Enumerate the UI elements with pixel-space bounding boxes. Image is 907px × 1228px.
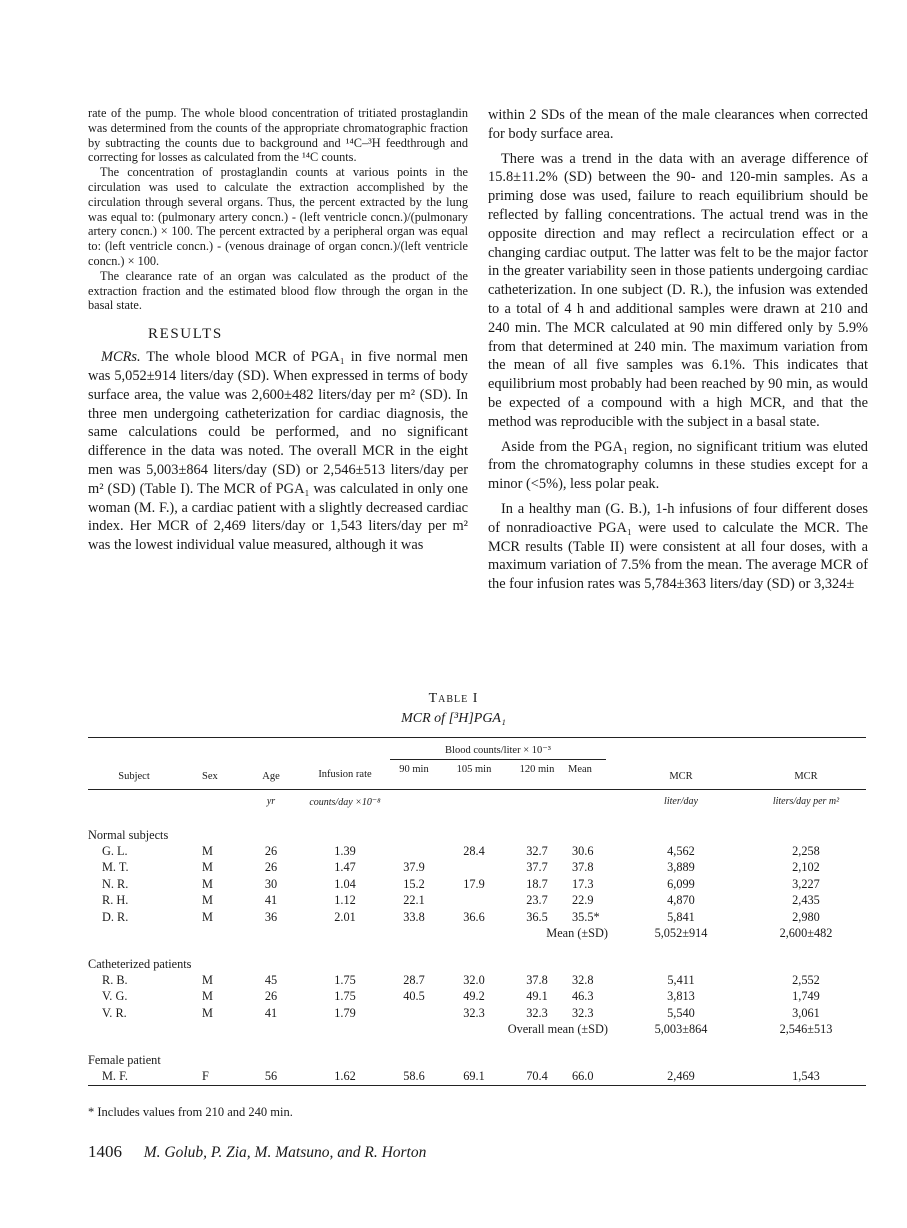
cell-mean: 66.0 (572, 1068, 594, 1083)
header-105-min: 105 min (456, 764, 492, 775)
results-paragraph (88, 348, 468, 555)
header-blood-counts-label: Blood counts/liter × 10⁻³ (390, 744, 606, 760)
table-row (88, 1068, 866, 1085)
cell-90-min (386, 843, 442, 860)
body-paragraph: There was a trend in the data with an average difference of 15.8±11.2% (SD) between the 90- and 120-min samples. As a priming dose was used, failure to reach equilibrium should be reflected by falling concentrations. The actual trend was in the opposite direction and may reflect a recirculation effect or a changing cardiac output. The latter was felt to be the major factor in the greater variability seen in those patients undergoing cardiac catheterization. In one subject (D. R.), the infusion was extended to a total of 4 h and additional samples were drawn at 210 and 240 min. The MCR calculated at 90 min differed only by 5.9% from that determined at 240 min. The maximum variation from the mean of all five samples was 6.1%. This indicates that equilibrium most probably had been reached by 90 min, as would be expected of a compound with a high MCR, and that the method was reproducible with the subject in a basal state. (488, 150, 868, 430)
cell-120-min: 36.5 (526, 909, 548, 924)
cell-sex: M (202, 909, 213, 924)
cell-age: 36 (264, 909, 278, 924)
table-group-row (88, 822, 866, 843)
cell-mcr-m2: 1,749 (792, 989, 820, 1004)
header-blood-counts (386, 738, 616, 765)
cell-rate: 1.39 (334, 843, 356, 858)
cell-mcr-day: 3,813 (667, 989, 695, 1004)
table-title: MCR of [³H]PGA₁ (401, 711, 506, 726)
table-row (88, 843, 866, 860)
table-footnote: * Includes values from 210 and 240 min. (88, 1105, 293, 1119)
cell-rate: 1.04 (334, 876, 356, 891)
right-column (488, 106, 868, 594)
cell-subject: N. R. (102, 876, 129, 891)
cell-rate: 1.12 (334, 893, 356, 908)
cell-sex: M (202, 1005, 213, 1020)
cell-mcr-day: 5,841 (667, 909, 695, 924)
cell-120-min: 37.7 (526, 860, 548, 875)
unit-mcr-m2: liters/day per m² (772, 796, 840, 807)
cell-sex: F (202, 1068, 209, 1083)
cell-105-min: 28.4 (463, 843, 485, 858)
methods-paragraph: rate of the pump. The whole blood concentration of tritiated prostaglandin was determined from the counts of the appropriate chromatographic fraction by subtracting the counts due to background and ¹⁴C–³H feedthrough and correcting for losses as calculated from the ¹⁴C counts. (88, 106, 468, 165)
header-sex: Sex (202, 771, 218, 782)
cell-age: 41 (264, 1005, 278, 1020)
cell-mcr-m2: 3,227 (792, 876, 820, 891)
cell-mcr-m2: 2,980 (792, 909, 820, 924)
cell-105-min (442, 893, 506, 910)
cell-90-min: 58.6 (403, 1068, 425, 1083)
table-group-label: Female patient (88, 1053, 161, 1067)
cell-120-min: 23.7 (526, 893, 548, 908)
cell-120-min: 49.1 (526, 989, 548, 1004)
left-column (88, 106, 468, 555)
cell-age: 26 (264, 860, 278, 875)
cell-mean: 37.8 (572, 860, 594, 875)
cell-rate: 1.75 (334, 989, 356, 1004)
mcr-subheading: MCRs. (101, 349, 141, 366)
cell-mean: 17.3 (572, 876, 594, 891)
cell-120-min: 32.7 (526, 843, 548, 858)
cell-subject: R. B. (102, 972, 128, 987)
cell-subject: V. G. (102, 989, 128, 1004)
table-row (88, 876, 866, 893)
cell-sex: M (202, 843, 213, 858)
table-group-row (88, 1038, 866, 1068)
cell-90-min (386, 1005, 442, 1022)
cell-105-min: 17.9 (463, 876, 485, 891)
cell-rate: 1.47 (334, 860, 356, 875)
table-row (88, 893, 866, 910)
cell-105-min (442, 860, 506, 877)
table-summary-row (88, 926, 866, 943)
cell-age: 41 (264, 893, 278, 908)
cell-120-min: 18.7 (526, 876, 548, 891)
cell-mcr-m2: 3,061 (792, 1005, 820, 1020)
summary-mcr-day: 5,003±864 (654, 1022, 708, 1037)
cell-age: 26 (264, 843, 278, 858)
table-row (88, 972, 866, 989)
cell-120-min: 37.8 (526, 972, 548, 987)
cell-rate: 1.79 (334, 1005, 356, 1020)
cell-mcr-m2: 2,435 (792, 893, 820, 908)
cell-rate: 2.01 (334, 909, 356, 924)
cell-90-min: 22.1 (403, 893, 425, 908)
table-row (88, 860, 866, 877)
table-row (88, 989, 866, 1006)
cell-rate: 1.75 (334, 972, 356, 987)
page-number: 1406 (88, 1142, 122, 1161)
cell-mean: 22.9 (572, 893, 594, 908)
header-subject: Subject (118, 771, 150, 782)
cell-mcr-day: 2,469 (667, 1068, 695, 1083)
cell-mcr-day: 4,870 (667, 893, 695, 908)
table-group-label: Catheterized patients (88, 957, 192, 971)
cell-mean: 32.3 (572, 1005, 594, 1020)
cell-mean: 30.6 (572, 843, 594, 858)
cell-sex: M (202, 989, 213, 1004)
cell-mean: 35.5* (572, 909, 600, 924)
cell-rate: 1.62 (334, 1068, 356, 1083)
unit-mcr-day: liter/day (664, 796, 698, 807)
cell-age: 26 (264, 989, 278, 1004)
header-90-min: 90 min (399, 764, 429, 775)
cell-90-min: 37.9 (403, 860, 425, 875)
cell-mcr-day: 6,099 (667, 876, 695, 891)
cell-age: 56 (264, 1068, 278, 1083)
header-mean: Mean (568, 764, 592, 775)
cell-90-min: 33.8 (403, 909, 425, 924)
body-paragraph: Aside from the PGA₁ region, no significant tritium was eluted from the chromatography columns in these studies except for a minor (<5%), less polar peak. (488, 438, 868, 493)
cell-105-min: 36.6 (463, 909, 485, 924)
cell-mcr-m2: 2,552 (792, 972, 820, 987)
table-label: Table I (428, 691, 479, 706)
header-mcr-m2: MCR (794, 771, 818, 782)
cell-120-min: 32.3 (526, 1005, 548, 1020)
cell-mean: 32.8 (572, 972, 594, 987)
cell-mean: 46.3 (572, 989, 594, 1004)
cell-sex: M (202, 893, 213, 908)
cell-mcr-m2: 2,102 (792, 860, 820, 875)
cell-mcr-m2: 2,258 (792, 843, 820, 858)
header-age: Age (262, 771, 280, 782)
cell-subject: V. R. (102, 1005, 127, 1020)
authors: M. Golub, P. Zia, M. Matsuno, and R. Horton (143, 1144, 427, 1161)
mcr-table (88, 737, 866, 1086)
cell-age: 45 (264, 972, 278, 987)
body-paragraph: In a healthy man (G. B.), 1-h infusions of four different doses of nonradioactive PGA₁ were used to calculate the MCR. The MCR results (Table II) were consistent at all four doses, with a maximum variation of 7.5% from the mean. The average MCR of the four infusion rates was 5,784±363 liters/day (SD) or 3,324± (488, 500, 868, 593)
cell-90-min: 15.2 (403, 876, 425, 891)
unit-infusion-rate: counts/day ×10⁻⁸ (309, 797, 381, 808)
cell-105-min: 32.3 (463, 1005, 485, 1020)
page-footer (88, 1142, 426, 1162)
cell-120-min: 70.4 (526, 1068, 548, 1083)
table-summary-row (88, 1022, 866, 1039)
results-text: The whole blood MCR of PGA₁ in five normal men was 5,052±914 liters/day (SD). When expressed in terms of body surface area, the value was 2,600±482 liters/day per m² (SD). In three men undergoing catheterization for cardiac diagnosis, the same calculations could be performed, and no significant difference in the data was noted. The overall MCR in the eight men was 5,003±864 liters/day (SD) or 2,546±513 liters/day per m² (SD) (Table I). The MCR of PGA₁ was calculated in only one woman (M. F.), a cardiac patient with a slightly decreased cardiac index. Her MCR of 2,469 liters/day or 1,543 liters/day per m² was the lowest individual value measured, although it was (88, 349, 469, 554)
unit-age: yr (266, 796, 276, 807)
header-infusion-rate: Infusion rate (318, 769, 372, 780)
summary-mcr-day: 5,052±914 (654, 926, 708, 941)
cell-sex: M (202, 876, 213, 891)
cell-subject: D. R. (102, 909, 129, 924)
summary-label: Mean (±SD) (546, 926, 608, 941)
cell-105-min: 69.1 (463, 1068, 485, 1083)
summary-label: Overall mean (±SD) (507, 1022, 608, 1037)
methods-paragraph: The concentration of prostaglandin counts at various points in the circulation was used to calculate the extraction accomplished by the circulation through several organs. Thus, the percent extracted by the lung was equal to: (pulmonary artery concn.) - (left ventricle concn.)/(pulmonary artery concn.) × 100. The percent extracted by a peripheral organ was equal to: (left ventricle concn.) - (venous drainage of organ concn.)/(left ventricle concn.) × 100. (88, 165, 468, 268)
cell-sex: M (202, 860, 213, 875)
cell-105-min: 49.2 (463, 989, 485, 1004)
cell-90-min: 28.7 (403, 972, 425, 987)
cell-subject: M. T. (102, 860, 129, 875)
table-group-label: Normal subjects (88, 828, 169, 842)
summary-mcr-m2: 2,546±513 (779, 1022, 833, 1037)
summary-mcr-m2: 2,600±482 (779, 926, 833, 941)
results-heading: RESULTS (148, 326, 223, 343)
header-120-min: 120 min (519, 764, 555, 775)
header-mcr-day: MCR (669, 771, 693, 782)
cell-90-min: 40.5 (403, 989, 425, 1004)
cell-mcr-day: 4,562 (667, 843, 695, 858)
table-caption (0, 691, 907, 727)
cell-age: 30 (264, 876, 278, 891)
table-row (88, 909, 866, 926)
cell-105-min: 32.0 (463, 972, 485, 987)
table-row (88, 1005, 866, 1022)
methods-paragraph: The clearance rate of an organ was calculated as the product of the extraction fraction and the estimated blood flow through the organ in the basal state. (88, 268, 468, 313)
cell-subject: G. L. (102, 843, 128, 858)
cell-mcr-day: 5,411 (667, 972, 695, 987)
cell-subject: R. H. (102, 893, 129, 908)
cell-subject: M. F. (102, 1068, 129, 1083)
cell-mcr-m2: 1,543 (792, 1068, 820, 1083)
cell-mcr-day: 3,889 (667, 860, 695, 875)
cell-sex: M (202, 972, 213, 987)
cell-mcr-day: 5,540 (667, 1005, 695, 1020)
body-paragraph: within 2 SDs of the mean of the male clearances when corrected for body surface area. (488, 107, 868, 142)
table-group-row (88, 942, 866, 972)
